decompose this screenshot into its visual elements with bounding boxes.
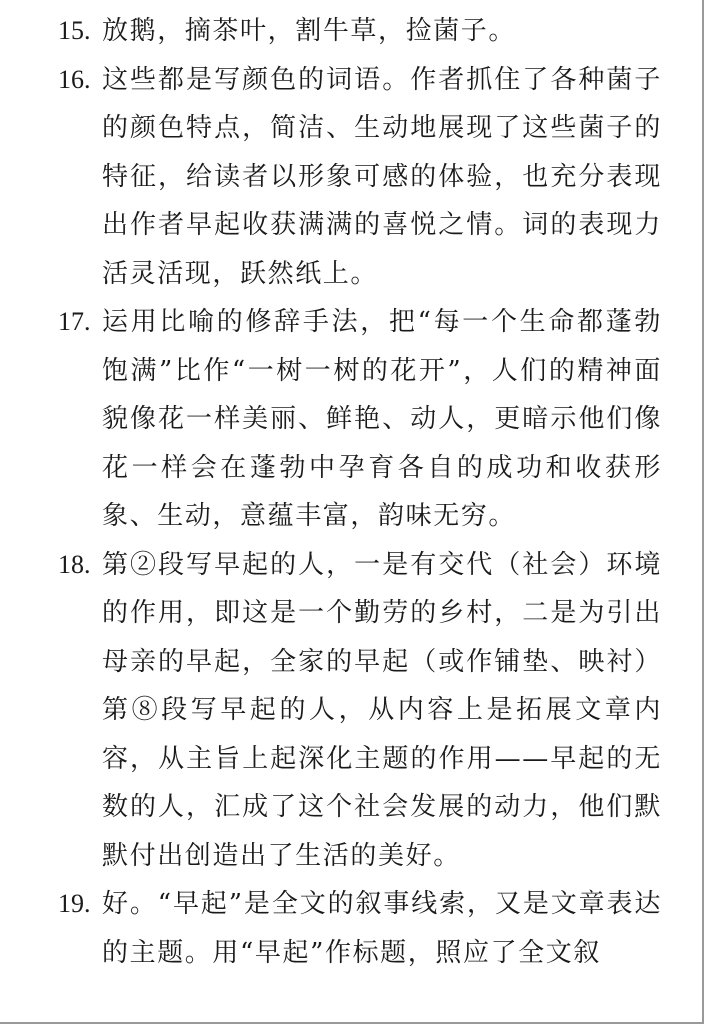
- answer-number: 17.: [58, 307, 91, 336]
- answer-text: 运用比喻的修辞手法，把“每一个生命都蓬勃饱满”比作“一树一树的花开”，人们的精神面貌像花一样美丽、鲜艳、动人，更暗示他们像花一样会在蓬勃中孕育各自的成功和收获形象、生动，意蕴丰富，韵味无穷。: [102, 307, 662, 531]
- answer-number: 16.: [58, 64, 91, 94]
- answer-number: 15.: [58, 16, 91, 45]
- answer-text: 第②段写早起的人，一是有交代（社会）环境的作用，即这是一个勤劳的乡村，二是为引出母亲的早起，全家的早起（或作铺垫、映衬）第⑧段写早起的人，从内容上是拓展文章内容，从主旨上起深化主题的作用——早起的无数的人，汇成了这个社会发展的动力，他们默默付出创造出了生活的美好。: [102, 549, 662, 871]
- answer-item-15: [58, 7, 662, 56]
- answer-list: [58, 7, 662, 977]
- answer-item-19: [58, 880, 662, 977]
- answer-text: 这些都是写颜色的词语。作者抓住了各种菌子的颜色特点，简洁、生动地展现了这些菌子的特征，给读者以形象可感的体验，也充分表现出作者早起收获满满的喜悦之情。词的表现力活灵活现，跃然纸上。: [102, 64, 662, 289]
- answer-item-18: [58, 541, 662, 881]
- answer-item-17: [58, 298, 662, 541]
- answer-number: 19.: [58, 889, 91, 918]
- answer-number: 18.: [58, 549, 91, 579]
- answer-item-16: [58, 56, 662, 299]
- answer-text: 放鹅，摘茶叶，割牛草，捡菌子。: [102, 16, 517, 46]
- answer-text: 好。“早起”是全文的叙事线索，又是文章表达的主题。用“早起”作标题，照应了全文叙: [102, 889, 662, 968]
